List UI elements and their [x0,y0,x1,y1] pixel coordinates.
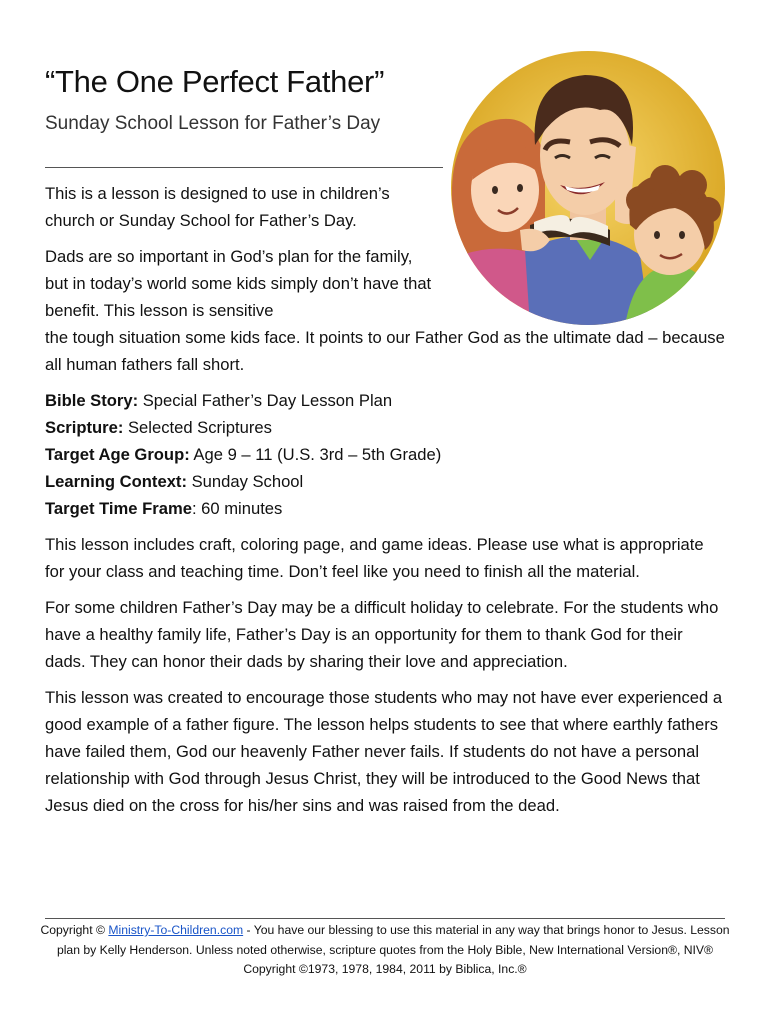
lesson-details [45,387,725,522]
encourage-paragraph: This lesson was created to encourage those students who may not have ever experienced a good example of a father figure. The lesson helps students to see that where earthly fathers have failed them, God our heavenly Father never fails. If students do not have a personal relationship with God through Jesus Christ, they will be introduced to the Good News that Jesus died on the cross for his/her sins and was raised from the dead. [45,688,723,815]
importance-paragraph-end: the tough situation some kids face. It points to our Father God as the ultimate dad – because all human fathers fall short. [45,328,725,374]
footer-divider [45,918,725,919]
title-divider [45,167,443,168]
page-subtitle: Sunday School Lesson for Father’s Day [45,113,381,134]
includes-paragraph: This lesson includes craft, coloring page, and game ideas. Please use what is appropriate for your class and teaching time. Don’t feel like you need to finish all the material. [45,535,704,581]
detail-label: Target Age Group: [45,445,190,464]
detail-label: Target Time Frame [45,499,192,518]
detail-bible-story [45,387,725,414]
detail-value: Special Father’s Day Lesson Plan [138,391,393,410]
detail-value: Age 9 – 11 (U.S. 3rd – 5th Grade) [189,445,442,464]
detail-value: : 60 minutes [191,499,283,518]
footer-prefix: Copyright © [40,923,109,937]
detail-value: Sunday School [186,472,304,491]
page-title: “The One Perfect Father” [45,64,385,99]
footer-suffix: - You have our blessing to use this material in any way that brings honor to Jesus. Lesson plan by Kelly Henderson. Unless noted otherwise, scripture quotes from the Holy Bible, New International Version®, NIV® Copyright ©1973, 1978, 1984, 2011 by Biblica, Inc.® [56,923,730,976]
difficult-holiday-paragraph: For some children Father’s Day may be a difficult holiday to celebrate. For the students who have a healthy family life, Father’s Day is an opportunity for them to thank God for their dads. They can honor their dads by sharing their love and appreciation. [45,598,719,671]
intro-paragraph: This is a lesson is designed to use in children’s church or Sunday School for Father’s Day. [45,184,390,230]
detail-value: Selected Scriptures [123,418,272,437]
lesson-body [45,180,725,828]
detail-label: Learning Context: [45,472,187,491]
detail-learning-context [45,468,725,495]
detail-target-age-group [45,441,725,468]
detail-scripture [45,414,725,441]
ministry-to-children-link[interactable]: Ministry-To-Children.com [108,923,244,937]
detail-target-time-frame [45,495,725,522]
copyright-footer [40,921,730,980]
importance-paragraph-start: Dads are so important in God’s plan for the family, but in today’s world some kids simply don’t have that benefit. This lesson is sensitive [45,247,432,320]
importance-paragraph [45,243,725,378]
detail-label: Scripture: [45,418,124,437]
detail-label: Bible Story: [45,391,139,410]
